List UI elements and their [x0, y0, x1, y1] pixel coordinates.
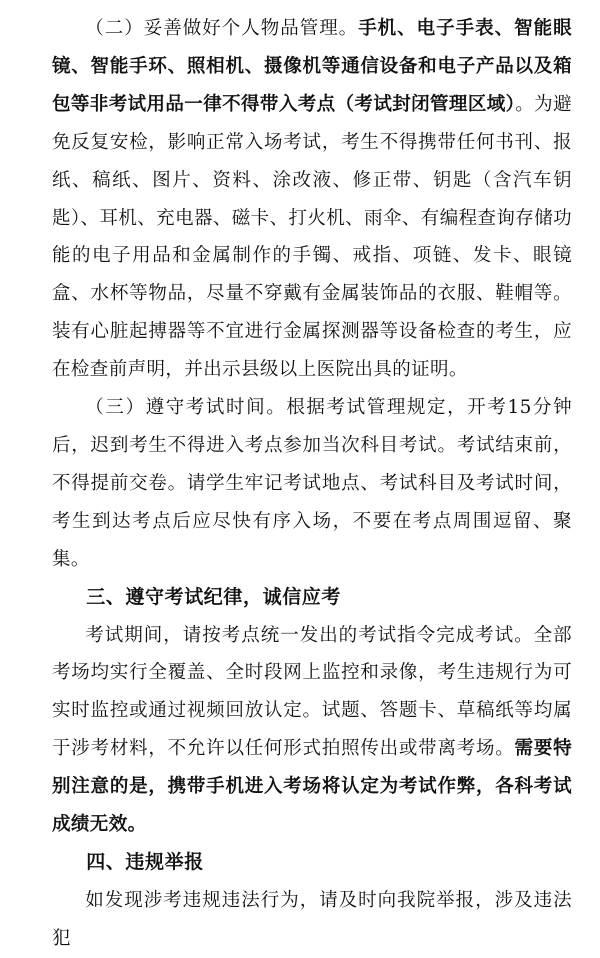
- heading-violation-report: 四、违规举报: [86, 850, 204, 873]
- heading-exam-discipline: 三、遵守考试纪律，诚信应考: [86, 585, 341, 608]
- paragraph-exam-discipline: [52, 617, 572, 844]
- paragraph-exam-time-text: （三）遵守考试时间。根据考试管理规定，开考15分钟后，迟到考生不得进入考点参加当次科目考试。考试结束前，不得提前交卷。请学生牢记考试地点、考试科目及考试时间，考生到达考点后应尽快有序入场，不要在考点周围逗留、聚集。: [52, 397, 572, 570]
- paragraph-exam-time: [52, 389, 572, 579]
- paragraph-personal-items-body: 。为避免反复安检，影响正常入场考试，考生不得携带任何书刊、报纸、稿纸、图片、资料、涂改液、修正带、钥匙（含汽车钥匙）、耳机、充电器、磁卡、打火机、雨伞、有编程查询存储功能的电子用品和金属制作的手镯、戒指、项链、发卡、眼镜盒、水杯等物品，尽量不穿戴有金属装饰品的衣服、鞋帽等。装有心脏起搏器等不宜进行金属探测器等设备检查的考生，应在检查前声明，并出示县级以上医院出具的证明。: [52, 93, 572, 381]
- paragraph-violation-report: [52, 882, 572, 958]
- paragraph-personal-items-intro: （二）妥善做好个人物品管理。: [85, 18, 359, 39]
- paragraph-violation-report-text: 如发现涉考违规违法行为，请及时向我院举报，涉及违法犯: [52, 889, 572, 949]
- paragraph-personal-items: [52, 10, 572, 389]
- paragraph-personal-items-bold: 手机、电子手表、智能眼镜、智能手环、照相机、摄像机等通信设备和电子产品以及箱包等非考试用品一律不得带入考点（考试封闭管理区域）: [52, 18, 572, 115]
- paragraph-exam-discipline-bold: 需要特别注意的是，携带手机进入考场将认定为考试作弊，各科考试成绩无效。: [52, 738, 572, 836]
- paragraph-exam-discipline-body: 考试期间，请按考点统一发出的考试指令完成考试。全部考场均实行全覆盖、全时段网上监控和录像，考生违规行为可实时监控或通过视频回放认定。试题、答题卡、草稿纸等均属于涉考材料，不允许以任何形式拍照传出或带离考场。: [52, 624, 572, 760]
